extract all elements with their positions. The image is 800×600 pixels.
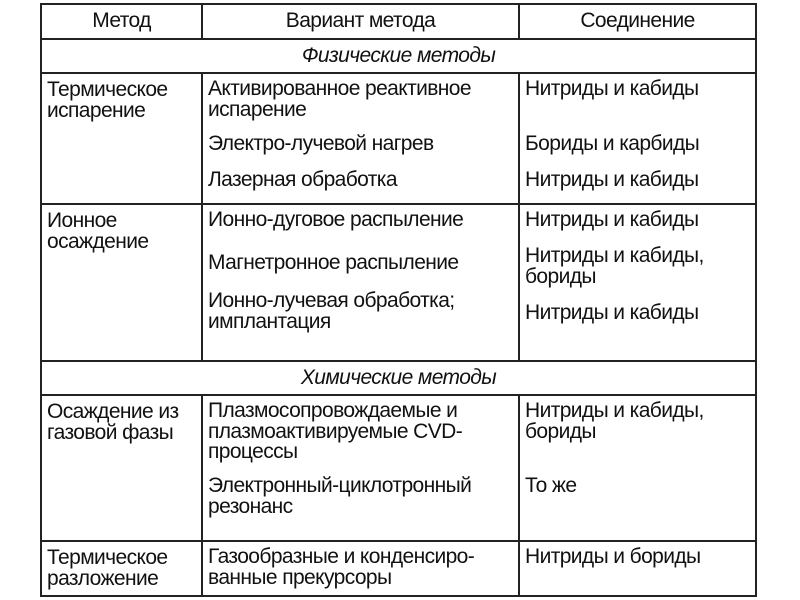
table-row — [41, 73, 756, 204]
variant-entry: Газообразные и конденсиро-ванные прекурсоры — [208, 545, 475, 589]
variant-entry: Активированное реактивное испарение — [208, 77, 471, 121]
methods-table — [40, 3, 757, 597]
compounds-cell — [519, 395, 756, 541]
variant-entry: Плазмосопровождаемые и плазмоактивируемые CVD-процессы — [208, 399, 463, 464]
compounds-cell — [519, 204, 756, 361]
header-compound: Соединение — [519, 4, 756, 39]
compound-entry: Нитриды и кабиды, бориды — [525, 399, 704, 443]
variant-entry: Электро-лучевой нагрев — [208, 132, 434, 155]
method-cell: Термическое испарение — [41, 73, 202, 204]
compound-entry: То же — [525, 474, 577, 497]
compound-entry: Бориды и карбиды — [525, 132, 700, 155]
variant-entry: Магнетронное распыление — [208, 251, 459, 274]
header-method: Метод — [41, 4, 202, 39]
table-row — [41, 204, 756, 361]
compound-entry: Нитриды и кабиды — [525, 301, 699, 324]
method-cell: Ионное осаждение — [41, 204, 202, 361]
section-title-physical: Физические методы — [41, 39, 756, 73]
compounds-cell — [519, 541, 756, 596]
variant-entry: Ионно-дуговое распыление — [208, 208, 464, 231]
table-row — [41, 395, 756, 541]
compound-entry: Нитриды и кабиды — [525, 77, 699, 100]
table-row — [41, 541, 756, 596]
compound-entry: Нитриды и кабиды, бориды — [525, 244, 704, 288]
variants-cell — [202, 73, 519, 204]
method-cell: Осаждение из газовой фазы — [41, 395, 202, 541]
header-variant: Вариант метода — [202, 4, 519, 39]
section-row-chemical — [41, 361, 756, 395]
variant-entry: Лазерная обработка — [208, 168, 397, 191]
variants-cell — [202, 395, 519, 541]
compound-entry: Нитриды и кабиды — [525, 208, 699, 231]
variants-cell — [202, 204, 519, 361]
compounds-cell — [519, 73, 756, 204]
variant-entry: Электронный-циклотронный резонанс — [208, 474, 472, 518]
compound-entry: Нитриды и бориды — [525, 545, 701, 568]
method-cell: Термическое разложение — [41, 541, 202, 596]
header-row — [41, 4, 756, 39]
variant-entry: Ионно-лучевая обработка; имплантация — [208, 289, 455, 333]
section-title-chemical: Химические методы — [41, 361, 756, 395]
compound-entry: Нитриды и кабиды — [525, 168, 699, 191]
variants-cell — [202, 541, 519, 596]
section-row-physical — [41, 39, 756, 73]
